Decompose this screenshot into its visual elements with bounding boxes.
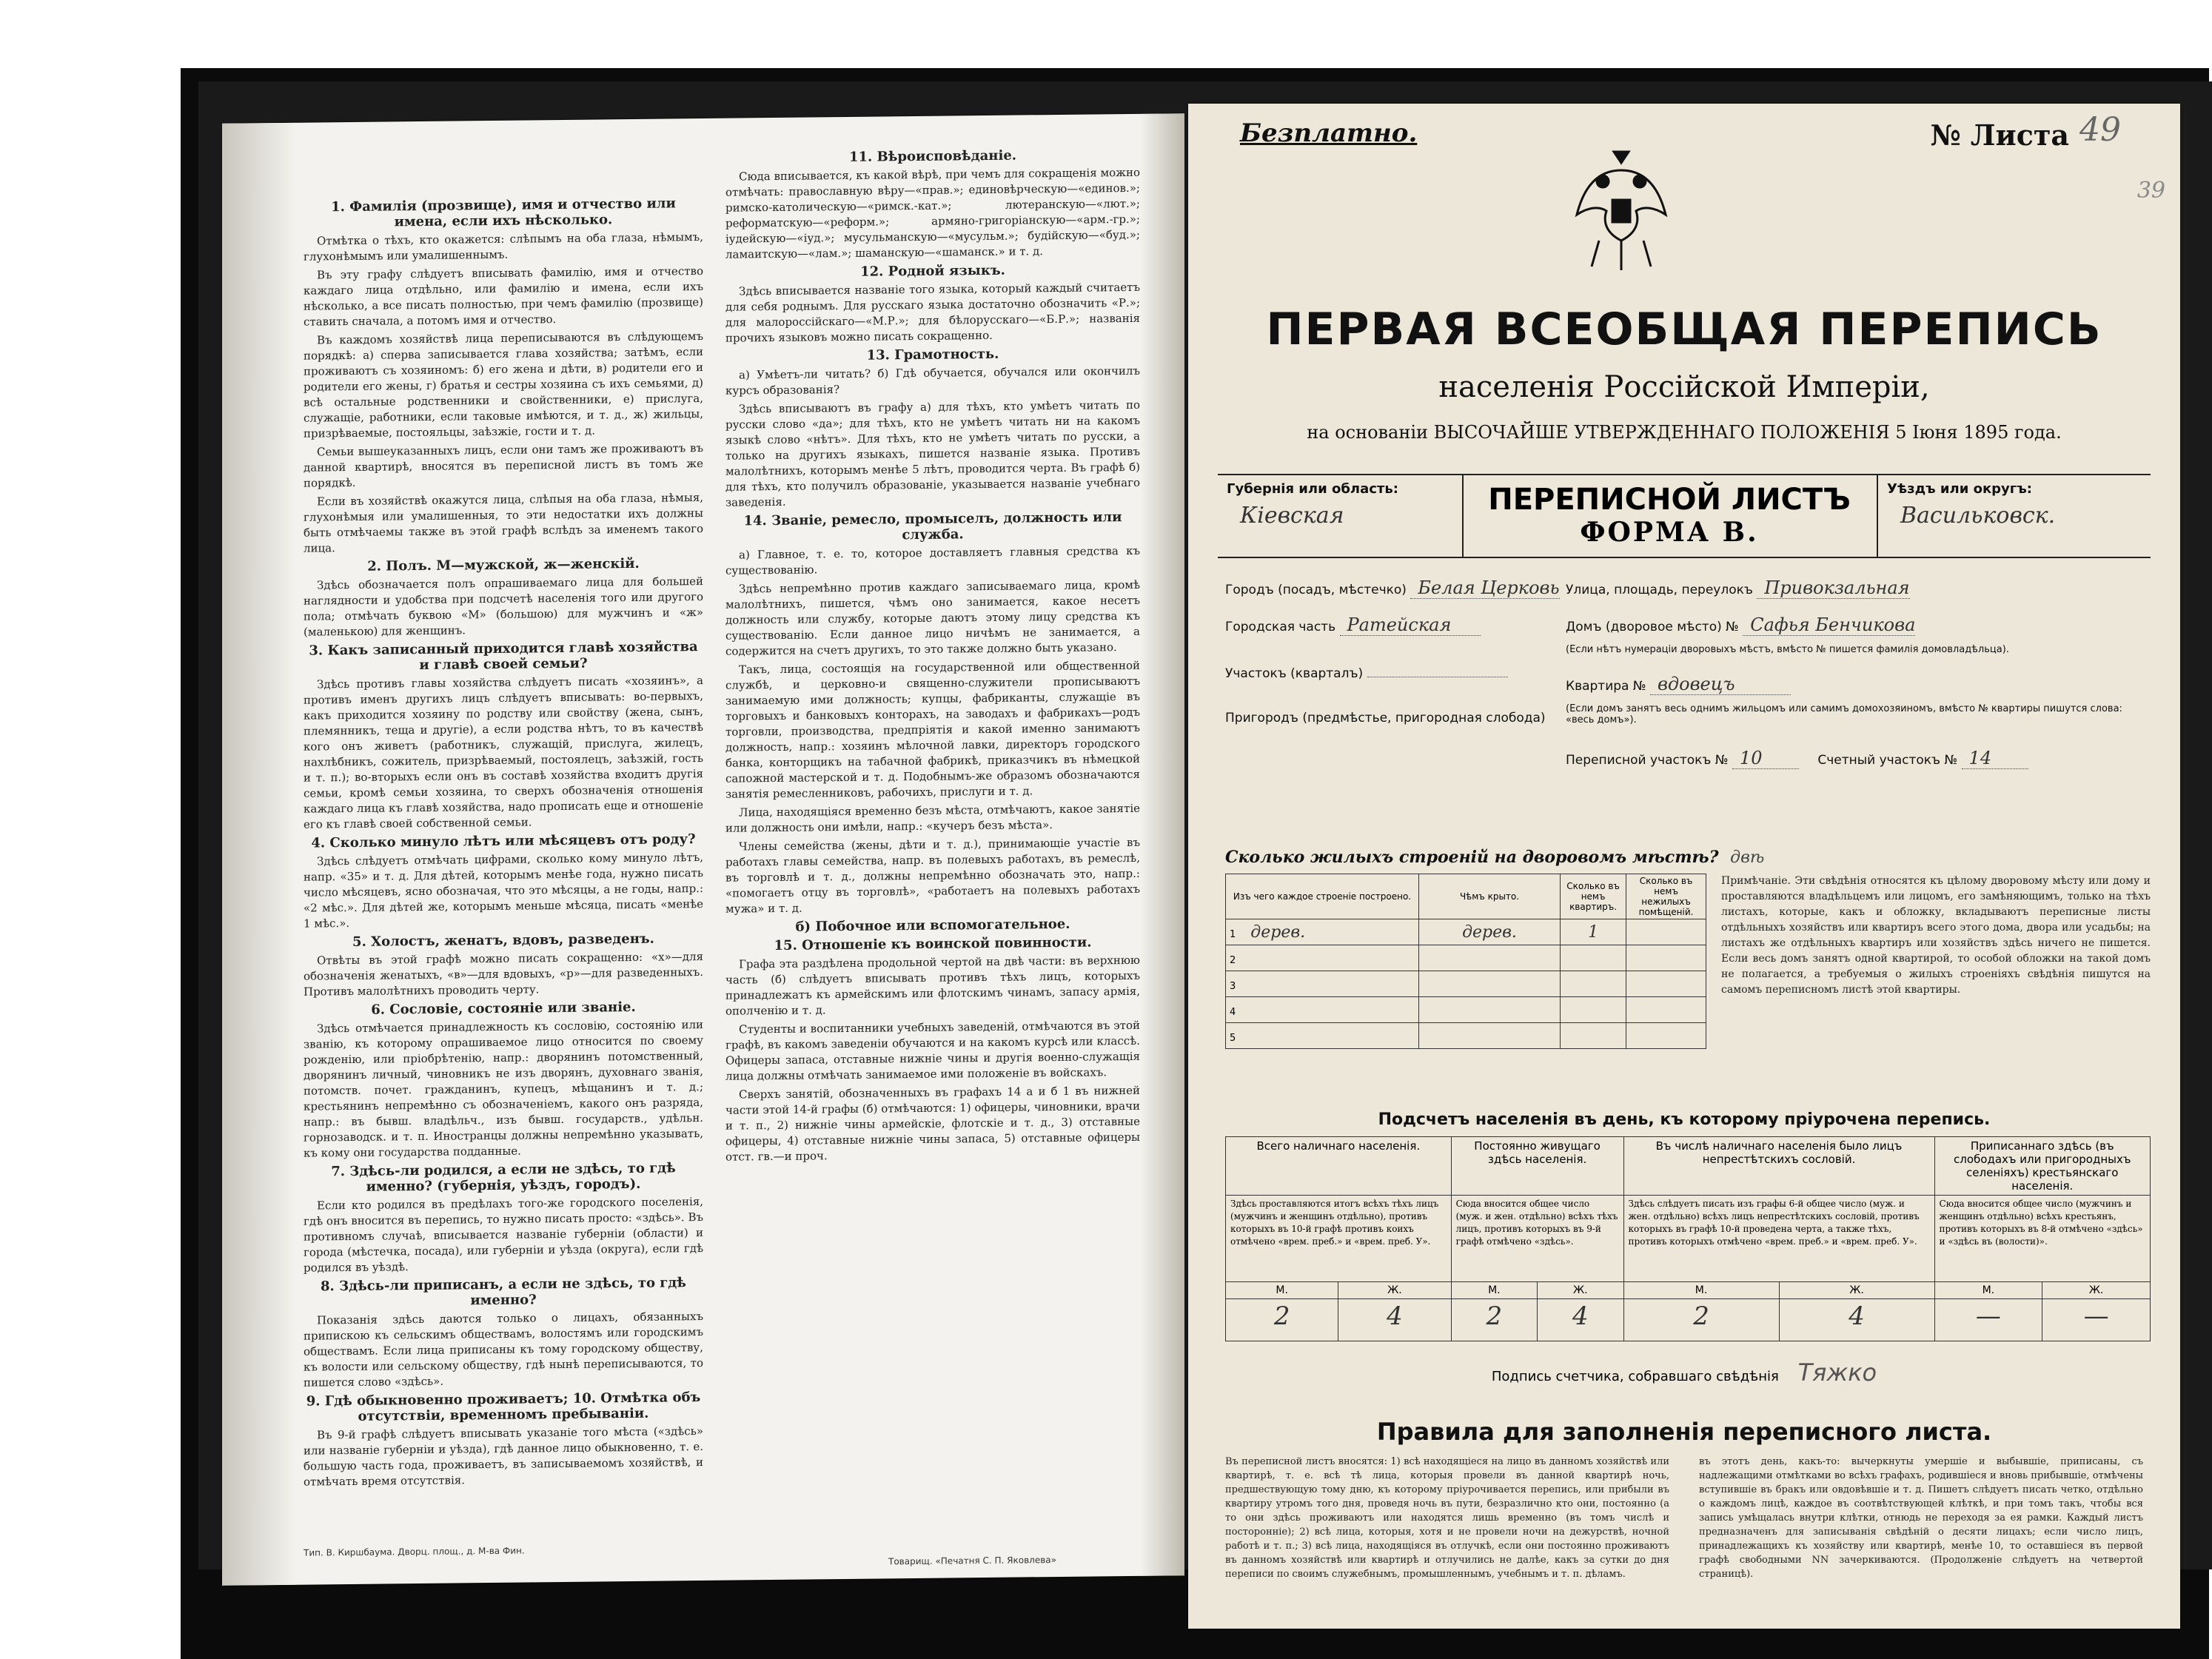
left-page [222, 113, 1184, 1586]
ct-desc-permanent: Сюда вносится общее число (муж. и жен. отдѣльно) всѣхъ тѣхъ лицъ, противъ которыхъ въ 9-й графѣ отмѣчено «здѣсь». [1451, 1196, 1623, 1282]
census-subtitle: населенія Россійской Имперіи, [1438, 370, 1930, 404]
right-page [1188, 104, 2180, 1629]
apartment-note: (Если домъ занятъ весь однимъ жильцомъ или самимъ домохозяиномъ, вмѣсто № квартиры пишутся слова: «весь домъ»). [1566, 703, 2122, 725]
buildings-table-row [1226, 997, 1706, 1023]
city-label: Городъ (посадъ, мѣстечко) [1225, 583, 1407, 597]
ct-male-2: М. [1451, 1282, 1537, 1299]
ct-count: 4 [1779, 1299, 1934, 1341]
instruction-paragraph: Сверхъ занятій, обозначенныхъ въ графахъ 14 а и б 1 въ нижней части этой 14-й графы (б) отмѣчаются: 1) офицеры, чиновники, врачи и т. п., 2) нижніе чины армейскіе, флотскіе и т. д., 3) отставные офицеры, 4) отставные нижніе чины запаса, 5) отставные офицеры отст. гв.—и проч. [725, 1083, 1140, 1164]
sheet-number-value: 49 [2079, 111, 2121, 149]
city-field [1225, 577, 1560, 599]
bt-row-number: 3 [1230, 980, 1236, 992]
station-label: Участокъ (кварталъ) [1225, 666, 1364, 681]
district-label: Уѣздъ или округъ: [1887, 481, 2032, 497]
buildings-table-row [1226, 919, 1706, 945]
ct-male-1: М. [1226, 1282, 1338, 1299]
bt-material-cell [1226, 919, 1419, 945]
page-shadow [222, 123, 296, 1586]
ct-male-4: М. [1934, 1282, 2042, 1299]
bt-cell-c: 1 [1561, 919, 1626, 945]
bt-cell-d [1626, 971, 1706, 997]
instruction-heading: 7. Здѣсь-ли родился, а если не здѣсь, то гдѣ именно? (губернія, уѣздъ, городъ). [331, 1160, 676, 1195]
part-value: Ратейская [1340, 614, 1481, 636]
ct-male-3: М. [1623, 1282, 1779, 1299]
bt-material-cell [1226, 1023, 1419, 1049]
buildings-question-text: Сколько жилыхъ строеній на дворовомъ мѣстѣ? [1225, 848, 1719, 867]
population-count-table [1225, 1136, 2151, 1341]
province-label: Губернія или область: [1227, 481, 1398, 497]
buildings-note: Примѣчаніе. Эти свѣдѣнія относятся къ цѣлому дворовому мѣсту или дому и проставляются владѣльцемъ или лицомъ, его замѣняющимъ, только на тѣхъ листахъ, которые, какъ и обложку, вкладываютъ переписные листы отдѣльныхъ хозяйствъ или квартиръ всего этого дома, двора или усадьбы; на листахъ же отдѣльныхъ квартиръ или хозяйствъ здѣсь ничего не пишется. Если весь домъ занятъ одной квартирой, то особой обложки на такой домъ не полагается, а требуемыя о жилыхъ строеніяхъ свѣдѣнія пишутся на самомъ переписномъ листѣ этой квартиры. [1721, 875, 2151, 996]
bt-material-cell [1226, 997, 1419, 1023]
ct-count: 2 [1451, 1299, 1537, 1341]
apartment-field [1566, 674, 1791, 695]
bt-cell-b [1419, 945, 1561, 971]
census-district-field [1566, 748, 2028, 769]
instruction-paragraph: Такъ, лица, состоящія на государственной или общественной службѣ, и церковно-и священно-служители прописываютъ занимаемую ими должность; купцы, фабриканты, служащіе въ торговыхъ и банковыхъ конторахъ, на заводахъ и фабрикахъ—родъ торговли, производства, предпріятія и какой именно занимаютъ должность, напр.: хозяинъ мѣлочной лавки, директоръ городского банка, конторщикъ на табачной фабрикѣ, приказчикъ въ нѣмецкой сапожной мастерской и т. д. Подобнымъ-же образомъ обозначаются занятія ремесленниковъ, рабочихъ, прислуги и т. д. [725, 658, 1140, 801]
counting-district-value: 14 [1962, 748, 2028, 769]
ct-head-peasants: Приписаннаго здѣсь (въ слободахъ или пригородныхъ селеніяхъ) крестьянскаго населенія. [1934, 1137, 2151, 1196]
instruction-paragraph: Члены семейства (жены, дѣти и т. д.), принимающіе участіе въ работахъ главы семейства, напр. въ полевыхъ работахъ, въ ремеслѣ, въ торговлѣ и т. д., должны непремѣнно обозначать это, напр.: «помогаетъ отцу въ торговлѣ», «работаетъ на полевыхъ работахъ мужа» и т. д. [725, 835, 1140, 916]
bt-head-roof: Чѣмъ крыто. [1419, 874, 1561, 919]
house-note: (Если нѣтъ нумераціи дворовыхъ мѣстъ, вмѣсто № пишется фамилія домовладѣльца). [1566, 644, 2009, 655]
bt-row-number: 4 [1230, 1006, 1236, 1018]
bt-head-apartments: Сколько въ немъ квартиръ. [1561, 874, 1626, 919]
rules-title: Правила для заполненія переписного листа. [1376, 1418, 1992, 1446]
house-label: Домъ (дворовое мѣсто) № [1566, 620, 1739, 634]
bt-cell-c [1561, 1023, 1626, 1049]
sheet-number-label: № Листа [1930, 118, 2069, 152]
ct-female-1: Ж. [1338, 1282, 1451, 1299]
instruction-paragraph: Здѣсь слѣдуетъ отмѣчать цифрами, сколько кому минуло лѣтъ, напр. «35» и т. д. Для дѣтей, которымъ менѣе года, нужно писать число мѣсяцевъ, ясно обозначая, что это мѣсяцы, а не годы, напр.: «2 мѣс.». Для дѣтей же, которымъ меньше мѣсяца, писать «менѣе 1 мѣс.». [304, 851, 703, 931]
pencil-folio-mark: 39 [2136, 178, 2165, 204]
street-label: Улица, площадь, переулокъ [1566, 583, 1753, 597]
buildings-table [1225, 874, 1706, 1049]
bt-cell-b: дерев. [1419, 919, 1561, 945]
buildings-table-row [1226, 1023, 1706, 1049]
part-label: Городская часть [1225, 620, 1336, 634]
bt-cell-b [1419, 1023, 1561, 1049]
bt-cell-c [1561, 971, 1626, 997]
header-box-row [1218, 474, 2151, 558]
ct-desc-estates: Здѣсь слѣдуетъ писать изъ графы 6-й общее число (муж. и жен. отдѣльно) всѣхъ лицъ непрестѣтскихъ сословій, противъ которыхъ въ графѣ 10-й проведена черта, а также тѣхъ, противъ которыхъ отмѣчено «врем. преб.» и «врем. преб. У». [1623, 1196, 1934, 1282]
ct-female-4: Ж. [2042, 1282, 2151, 1299]
buildings-question [1225, 848, 1764, 867]
population-count-title: Подсчетъ населенія въ день, къ которому пріурочена перепись. [1378, 1110, 1991, 1129]
printer-imprint-right: Товарищ. «Печатня С. П. Яковлева» [888, 1555, 1056, 1567]
buildings-table-body [1226, 919, 1706, 1049]
instruction-paragraph: Здѣсь противъ главы хозяйства слѣдуетъ писать «хозяинъ», а противъ именъ другихъ лицъ слѣдуетъ вписывать: во-первыхъ, какъ приходится хозяину по родству или свойству (жена, сынъ, племянникъ, теща и другіе), а если родства нѣтъ, то въ качествѣ кого онъ живетъ (работникъ, служащій, прислуга, жилецъ, нахлѣбникъ, сожитель, призрѣваемый, постоялецъ, заѣзжій, гость и т. п.); во-вторыхъ если онъ въ составѣ хозяйства входитъ другія семьи, кромѣ семьи хозяина, то сверхъ обозначенія отношенія каждаго лица къ главѣ хозяйства, надо прописать еще и отношеніе его къ главѣ своей собственной семьи. [304, 674, 703, 831]
page-gutter [1140, 113, 1184, 1576]
instruction-paragraph: Здѣсь вписывается названіе того языка, который каждый считаетъ для себя роднымъ. Для русскаго языка достаточно обозначить «Р.»; для малороссійскаго—«М.Р.»; для бѣлорусскаго—«Б.Р.»; названія прочихъ языковъ можно писать сокращенно. [725, 280, 1140, 345]
form-title-box [1462, 475, 1877, 557]
ct-desc-peasants: Сюда вносится общее число (мужчинъ и женщинъ отдѣльно) всѣхъ крестьянъ, противъ которыхъ въ 8-й отмѣчено «здѣсь» и «здѣсь въ (волости)». [1934, 1196, 2151, 1282]
bt-cell-d [1626, 919, 1706, 945]
rules-column-left: Въ переписной листъ вносятся: 1) всѣ находящіеся на лицо въ данномъ хозяйствѣ или квартирѣ, т. е. всѣ тѣ лица, которыя провели въ данной квартирѣ ночь, предшествующую тому дню, къ которому пріурочивается перепись, или прибыли въ квартиру утромъ того дня, проведя ночь въ пути, безразлично кто они, постоянно (а то они здѣсь проживаютъ или находятся лишь временно (въ томъ числѣ и посторонніе); 2) всѣ лица, которыя, хотя и не провели ночи на дежурствѣ, ночной работѣ и т. п.; 3) всѣ лица, находящіяся въ отлучкѣ, если они постоянно проживаютъ въ данномъ хозяйствѣ или квартирѣ и отлучились не далѣе, какъ за сутки до дня переписи по своимъ служебнымъ, промышленнымъ, учебнымъ и т. п. дѣламъ. [1225, 1456, 1669, 1580]
instruction-heading: 15. Отношеніе къ воинской повинности. [774, 934, 1092, 953]
buildings-table-row [1226, 971, 1706, 997]
ct-head-permanent: Постоянно живущаго здѣсь населенія. [1451, 1137, 1623, 1196]
suburb-field [1225, 711, 1546, 725]
instruction-heading: 6. Сословіе, состояніе или званіе. [371, 999, 636, 1018]
instruction-paragraph: Студенты и воспитанники учебныхъ заведеній, отмѣчаются въ этой графѣ, въ какомъ заведеніи обучаются и на какомъ курсѣ или классѣ. Офицеры запаса, отставные нижніе чины и другія военно-служащія лица должны отмѣчать занимаемое ими положеніе въ войскахъ. [725, 1018, 1140, 1083]
district-box [1877, 475, 2152, 557]
apartment-value: вдовецъ [1650, 674, 1791, 695]
province-value: Кіевская [1240, 503, 1344, 529]
free-label: Безплатно. [1240, 118, 1418, 148]
buildings-table-row [1226, 945, 1706, 971]
counting-district-label: Счетный участокъ № [1817, 753, 1958, 768]
form-title: ПЕРЕПИСНОЙ ЛИСТЪ [1488, 483, 1851, 517]
instruction-paragraph: Здѣсь отмѣчается принадлежность къ сословію, состоянію или званію, къ которому опрашиваемое лицо относится по своему рожденію, или пріобрѣтенію, напр.: дворянинъ потомственный, дворянинъ личный, чиновникъ не изъ дворянъ, духовнаго званія, потомств. почет. гражданинъ, купецъ, мѣщанинъ и т. д.; крестьянинъ непремѣнно съ обозначеніемъ, какого онъ разряда, напр.: въ бывш. владѣльч., изъ бывш. государств., удѣльн. горнозаводск. и т. п. Иностранцы должны непремѣнно указывать, къ кому они государства подданные. [304, 1018, 703, 1160]
instruction-paragraph: Графа эта раздѣлена продольной чертой на двѣ части: въ верхнюю часть (б) слѣдуетъ вписывать противъ тѣхъ лицъ, которыхъ принадлежатъ къ армейскимъ или флотскимъ чинамъ, запасу армія, ополченію и т. д. [725, 953, 1140, 1018]
signature-label: Подпись счетчика, собравшаго свѣдѣнія [1491, 1369, 1779, 1384]
bt-cell-d [1626, 1023, 1706, 1049]
house-field [1566, 614, 1915, 636]
ct-count: — [2042, 1299, 2151, 1341]
ct-count: 2 [1623, 1299, 1779, 1341]
buildings-table-header [1226, 874, 1706, 919]
ct-head-total: Всего наличнаго населенія. [1226, 1137, 1452, 1196]
rules-column-right: въ этотъ день, какъ-то: вычеркнуты умершіе и выбывшіе, приписаны, съ надлежащими отмѣтками во всѣхъ графахъ, родившіеся и вновь прибывшіе, отмѣчены вступившіе въ бракъ или овдовѣвшіе и т. д. Пишетъ слѣдуетъ писать четко, отдѣльно о каждомъ лицѣ, каждое въ соотвѣтствующей клѣткѣ, и при томъ такъ, чтобы вся запись умѣщалась внутри клѣтки, отнюдь не переходя за ея рамки. Каждый листъ предназначенъ для записыванія свѣдѣній о десяти лицахъ; если число лицъ, принадлежащихъ къ хозяйству или квартирѣ, менѣе 10, то оставшіеся въ первой графѣ свободными NN зачеркиваются. (Продолженіе слѣдуетъ на четвертой страницѣ). [1699, 1456, 2143, 1580]
bt-head-nonresidential: Сколько въ немъ нежилыхъ помѣщеній. [1626, 874, 1706, 919]
bt-cell-c [1561, 997, 1626, 1023]
bt-cell-b [1419, 997, 1561, 1023]
signature-value: Тяжко [1797, 1358, 1877, 1387]
instruction-heading: 13. Грамотность. [866, 346, 999, 363]
instruction-paragraph: Въ эту графу слѣдуетъ вписывать фамилію, имя и отчество каждаго лица отдѣльно, или фамилію и имена, если ихъ нѣсколько, а все писать полностью, при чемъ фамилію (прозвище) ставить сначала, а потомъ имя и отчество. [304, 264, 703, 329]
instruction-heading: 12. Родной языкъ. [860, 262, 1005, 280]
bt-material-cell [1226, 945, 1419, 971]
instruction-paragraph: Если кто родился въ предѣлахъ того-же городского поселенія, гдѣ онъ вносится въ перепись, то нужно писать просто: «здѣсь». Въ противномъ случаѣ, вписывается названіе губерніи (области) и города (мѣстечка, посада), или губерніи и уѣзда (округа), если гдѣ родился въ уѣздѣ. [304, 1195, 704, 1275]
ct-female-3: Ж. [1779, 1282, 1934, 1299]
station-field [1225, 666, 1508, 681]
bt-material-value: дерев. [1250, 922, 1306, 942]
form-subtitle: ФОРМА В. [1580, 517, 1759, 548]
instruction-heading: 4. Сколько минуло лѣтъ или мѣсяцевъ отъ роду? [311, 831, 696, 851]
instruction-heading: 9. Гдѣ обыкновенно проживаетъ; 10. Отмѣтка объ отсутствіи, временномъ пребываніи. [306, 1390, 701, 1424]
instruction-paragraph: Здѣсь вписываютъ въ графу а) для тѣхъ, кто умѣетъ читать по русски слово «да»; для тѣхъ, кто не умѣетъ читать ни на какомъ языкѣ слово «нѣтъ». Для тѣхъ, кто не умѣетъ читать по русски, а только на другихъ языкахъ, пишется названіе языка. Противъ малолѣтнихъ, которымъ менѣе 5 лѣтъ, проводится черта. Въ графѣ б) для тѣхъ, кто получилъ образованіе, указывается названіе учебнаго заведенія. [725, 398, 1140, 509]
instruction-heading: 11. Вѣроисповѣданіе. [848, 147, 1017, 165]
street-field [1566, 577, 1910, 599]
census-district-label: Переписной участокъ № [1566, 753, 1729, 768]
city-value: Белая Церковь [1410, 577, 1559, 599]
bt-cell-d [1626, 997, 1706, 1023]
suburb-label: Пригородъ (предмѣстье, пригородная слобода) [1225, 711, 1546, 725]
instruction-paragraph: Въ 9-й графѣ слѣдуетъ вписывать указаніе того мѣста («здѣсь» или названіе губерніи и уѣзда), гдѣ данное лицо обыкновенно, т. е. большую часть года, проживаетъ, въ записываемомъ хозяйствѣ, и отмѣчать время отсутствія. [304, 1424, 703, 1489]
instruction-paragraph: Сюда вписывается, къ какой вѣрѣ, при чемъ для сокращенія можно отмѣчать: православную вѣру—«прав.»; единовѣрческую—«единов.»; римско-католическую—«римск.-кат.»; лютеранскую—«лют.»; реформатскую—«реформ.»; армяно-григоріанскую—«арм.-гр.»; іудейскую—«іуд.»; мусульманскую—«мусульм.»; будійскую—«буд.»; ламаитскую—«лам.»; шаманскую—«шаманск.» и т. д. [725, 165, 1140, 261]
ct-count: 2 [1226, 1299, 1338, 1341]
instruction-heading: 2. Полъ. М—мужской, ж—женскій. [367, 555, 640, 574]
bt-cell-b [1419, 971, 1561, 997]
instruction-paragraph: а) Умѣетъ-ли читать? б) Гдѣ обучается, обучался или окончилъ курсъ образованія? [725, 363, 1140, 398]
instruction-paragraph: Въ каждомъ хозяйствѣ лица переписываются въ слѣдующемъ порядкѣ: а) сперва записывается глава хозяйства; затѣмъ, если проживаютъ съ хозяиномъ: б) его жена и дѣти, в) родители его и родители его жены, г) братья и сестры хозяина съ ихъ семьями, д) всѣ остальные родственники и свойственники, е) прислуга, служащіе, работники, если таковые имѣются, и т. д., ж) жильцы, призрѣваемые, постояльцы, заѣзжіе, гости и т. д. [304, 329, 703, 440]
ct-female-2: Ж. [1538, 1282, 1623, 1299]
bt-cell-d [1626, 945, 1706, 971]
counter-signature [1188, 1358, 2180, 1387]
instruction-heading: б) Побочное или вспомогательное. [795, 916, 1070, 935]
buildings-answer: двѣ [1730, 848, 1765, 867]
instruction-heading: 3. Какъ записанный приходится главѣ хозяйства и главѣ своей семьи? [309, 639, 698, 674]
ct-count: 4 [1338, 1299, 1451, 1341]
instruction-heading: 14. Званіе, ремесло, промыселъ, должность или служба. [743, 509, 1122, 543]
bt-cell-c [1561, 945, 1626, 971]
ct-head-estates: Въ числѣ наличнаго населенія было лицъ непрестѣтскихъ сословій. [1623, 1137, 1934, 1196]
legal-basis: на основаніи ВЫСОЧАЙШЕ УТВЕРЖДЕННАГО ПОЛОЖЕНІЯ 5 Іюня 1895 года. [1307, 422, 2062, 443]
instruction-paragraph: Семьи вышеуказанныхъ лицъ, если они тамъ же проживаютъ въ данной квартирѣ, вносятся въ переписной листъ въ томъ же порядкѣ. [304, 441, 703, 490]
house-value: Сафья Бенчикова [1743, 614, 1915, 636]
instruction-paragraph: Здѣсь обозначается полъ опрашиваемаго лица для большей наглядности и удобства при подсчетѣ населенія того или другого пола; отмѣчать буквою «М» (большою) для мужчинъ и «ж» (маленькою) для женщинъ. [304, 574, 703, 639]
instruction-paragraph: а) Главное, т. е. то, которое доставляетъ главныя средства къ существованію. [725, 543, 1140, 577]
province-box [1218, 475, 1464, 557]
ct-count: 4 [1538, 1299, 1623, 1341]
printer-imprint-left: Тип. В. Киршбаума. Дворц. площ., д. М-ва Фин. [304, 1545, 525, 1558]
street-value: Привокзальная [1757, 577, 1909, 599]
instruction-paragraph: Здѣсь непремѣнно против каждаго записываемаго лица, кромѣ малолѣтнихъ, пишется, чѣмъ оно занимается, какое несетъ должность или службу, которые даютъ этому лицу средства къ существованію. Если данное лицо ничѣмъ не занимается, а содержится на счетъ другихъ, то это также должно быть указано. [725, 577, 1140, 658]
instruction-heading: 8. Здѣсь-ли приписанъ, а если не здѣсь, то гдѣ именно? [321, 1275, 686, 1309]
part-field [1225, 614, 1481, 636]
instruction-paragraph: Показанія здѣсь даются только о лицахъ, обязанныхъ припискою къ сельскимъ обществамъ, волостямъ или городскимъ обществамъ. Если лица приписаны къ тому городскому обществу, къ волости или сельскому обществу, гдѣ нынѣ переписываются, то пишется слово «здѣсь». [304, 1310, 703, 1390]
district-value: Васильковск. [1900, 503, 2056, 529]
instruction-heading: 5. Холостъ, женатъ, вдовъ, разведенъ. [352, 931, 654, 950]
instruction-paragraph: Лица, находящіяся временно безъ мѣста, отмѣчаютъ, какое занятіе или должность они имѣли, напр.: «кучеръ безъ мѣста». [725, 801, 1140, 835]
bt-head-material: Изъ чего каждое строеніе построено. [1226, 874, 1419, 919]
census-district-value: 10 [1732, 748, 1799, 769]
instructions-column-2 [725, 144, 1140, 1168]
instruction-paragraph: Отвѣты въ этой графѣ можно писать сокращенно: «х»—для обозначенія женатыхъ, «в»—для вдовыхъ, «р»—для разведенныхъ. Противъ малолѣтнихъ проводить черту. [304, 950, 703, 999]
instruction-heading: 1. Фамилія (прозвище), имя и отчество или имена, если ихъ нѣсколько. [331, 195, 676, 230]
apartment-label: Квартира № [1566, 679, 1646, 694]
bt-row-number: 2 [1230, 954, 1236, 966]
instructions-column-1 [304, 192, 703, 1493]
instruction-paragraph: Отмѣтка о тѣхъ, кто окажется: слѣпымъ на оба глаза, нѣмымъ, глухонѣмымъ или умалишеннымъ. [304, 230, 703, 264]
ct-count: — [1934, 1299, 2042, 1341]
double-headed-eagle-icon [1569, 148, 1673, 274]
ct-desc-total: Здѣсь проставляются итогъ всѣхъ тѣхъ лицъ (мужчинъ и женщинъ отдѣльно), противъ которыхъ въ 10-й графѣ противъ коихъ отмѣчено «врем. преб.» и «врем. преб. У». [1226, 1196, 1452, 1282]
instruction-paragraph: Если въ хозяйствѣ окажутся лица, слѣпыя на оба глаза, нѣмыя, глухонѣмыя или умалишенныя, то эти недостатки ихъ должны быть отмѣчаемы также въ этой графѣ вслѣдъ за именемъ такого лица. [304, 491, 703, 555]
bt-row-number: 5 [1230, 1032, 1236, 1044]
bt-material-cell [1226, 971, 1419, 997]
census-title: ПЕРВАЯ ВСЕОБЩАЯ ПЕРЕПИСЬ [1266, 304, 2102, 355]
bt-row-number: 1 [1230, 928, 1236, 940]
